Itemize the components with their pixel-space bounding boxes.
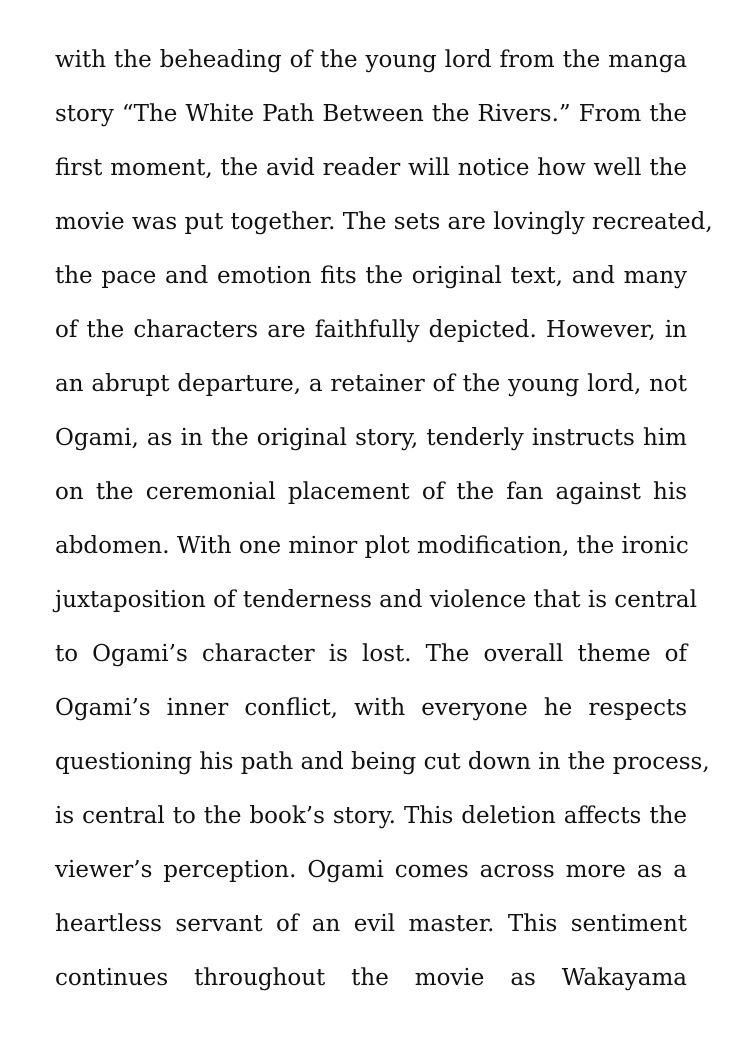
text-line: story “The White Path Between the Rivers.” From the [55, 101, 687, 127]
text-line: to Ogami’s character is lost. The overall theme of [55, 641, 687, 667]
text-line: continues throughout the movie as Wakayama [55, 965, 687, 991]
text-line: juxtaposition of tenderness and violence that is central [55, 587, 697, 613]
text-line: abdomen. With one minor plot modification, the ironic [55, 533, 689, 559]
text-line: Ogami’s inner conflict, with everyone he respects [55, 695, 687, 721]
text-line: viewer’s perception. Ogami comes across more as a [55, 857, 687, 883]
text-line: with the beheading of the young lord from the manga [55, 47, 687, 73]
text-line: an abrupt departure, a retainer of the young lord, not [55, 371, 687, 397]
text-line: heartless servant of an evil master. This sentiment [55, 911, 687, 937]
text-line: of the characters are faithfully depicted. However, in [55, 317, 687, 343]
text-line: Ogami, as in the original story, tenderly instructs him [55, 425, 687, 451]
text-line: the pace and emotion fits the original text, and many [55, 263, 687, 289]
text-line: first moment, the avid reader will notice how well the [55, 155, 687, 181]
text-line: on the ceremonial placement of the fan against his [55, 479, 687, 505]
text-line: movie was put together. The sets are lovingly recreated, [55, 209, 713, 235]
text-line: questioning his path and being cut down in the process, [55, 749, 710, 775]
text-line: is central to the book’s story. This deletion affects the [55, 803, 687, 829]
body-text [55, 42, 713, 1014]
